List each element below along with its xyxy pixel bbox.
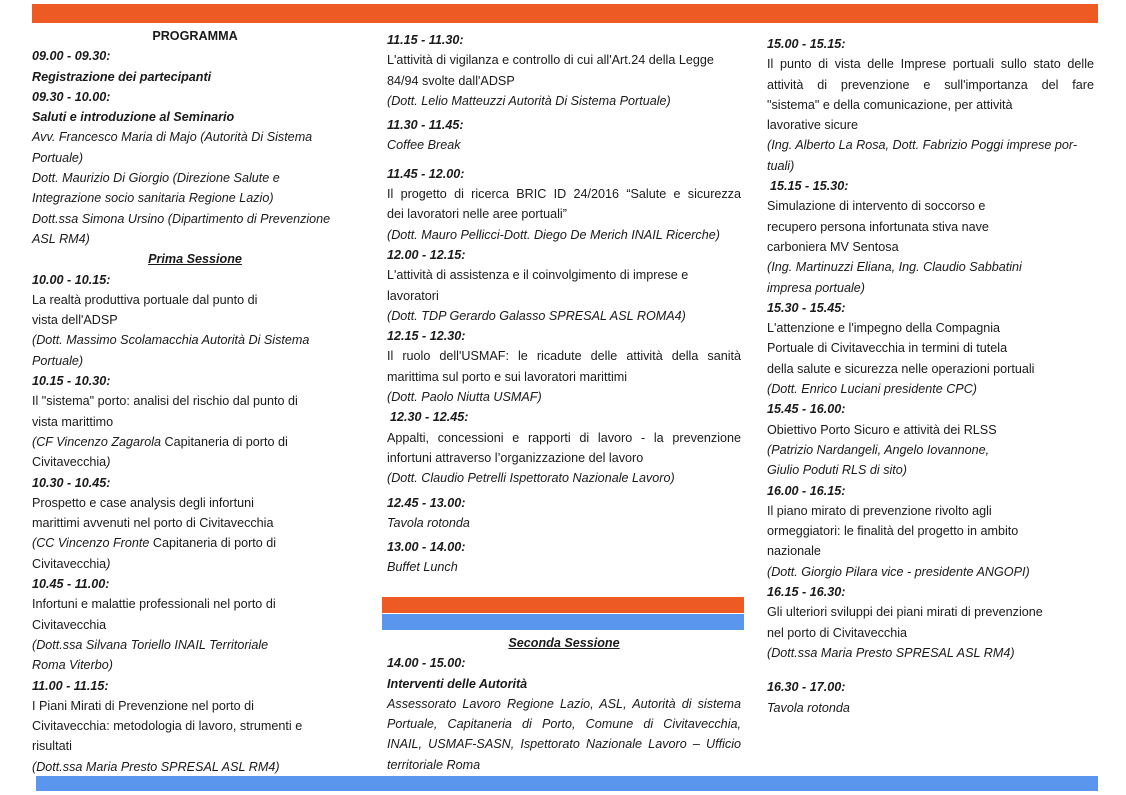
talk-title: dei lavoratori nelle aree portuali” bbox=[387, 207, 567, 222]
talk-title: Simulazione di intervento di soccorso e bbox=[767, 199, 986, 214]
talk-title: marittimi avvenuti nel porto di Civitavecchia bbox=[32, 516, 274, 531]
speaker: (Dott.ssa Maria Presto SPRESAL ASL RM4) bbox=[767, 645, 1015, 660]
speaker: Dott. Maurizio Di Giorgio (Direzione Salute e bbox=[32, 171, 280, 186]
talk-title: lavorative sicure bbox=[767, 118, 858, 133]
talk-title: Infortuni e malattie professionali nel porto di bbox=[32, 597, 276, 612]
speaker bbox=[32, 432, 358, 452]
time-slot: 15.00 - 15.15: bbox=[767, 37, 846, 51]
authorities-list: Portuale, Capitaneria di Porto, Comune di Civitavecchia, bbox=[387, 717, 741, 732]
speaker: (Dott. Claudio Petrelli Ispettorato Nazionale Lavoro) bbox=[387, 471, 675, 486]
talk-title: vista dell'ADSP bbox=[32, 313, 118, 328]
talk-title: Il ruolo dell'USMAF: le ricadute delle attività della sanità bbox=[387, 349, 741, 364]
time-slot: 10.00 - 10.15: bbox=[32, 272, 111, 287]
item-title: Saluti e introduzione al Seminario bbox=[32, 110, 235, 125]
program-column-2 bbox=[387, 30, 741, 578]
speaker: (Patrizio Nardangeli, Angelo Iovannone, bbox=[767, 442, 990, 457]
speaker: (Dott.ssa Maria Presto SPRESAL ASL RM4) bbox=[32, 759, 280, 774]
speaker: (Dott. Massimo Scolamacchia Autorità Di Sistema bbox=[32, 333, 310, 348]
session-heading: Prima Sessione bbox=[148, 252, 242, 267]
time-slot: 13.00 - 14.00: bbox=[387, 540, 466, 555]
talk-title: "sistema" e della comunicazione, per attività bbox=[767, 97, 1013, 112]
top-orange-band bbox=[32, 4, 1098, 23]
time-slot: 12.00 - 12.15: bbox=[387, 247, 466, 262]
talk-title: recupero persona infortunata stiva nave bbox=[767, 219, 989, 234]
speaker-org: Capitaneria di porto di bbox=[149, 536, 277, 551]
session-heading: Seconda Sessione bbox=[508, 636, 620, 650]
authorities-list: INAIL, USMAF-SASN, Ispettorato Nazionale Lavoro – Ufficio bbox=[387, 737, 741, 752]
talk-title: attività di prevenzione e sull'importanza del fare bbox=[767, 77, 1094, 92]
talk-title: ormeggiatori: le finalità del progetto in ambito bbox=[767, 524, 1019, 539]
item-title: Registrazione dei partecipanti bbox=[32, 69, 212, 84]
talk-title: marittima sul porto e sui lavoratori marittimi bbox=[387, 369, 628, 384]
authorities-list: territoriale Roma bbox=[387, 757, 481, 772]
time-slot: 10.30 - 10.45: bbox=[32, 475, 111, 490]
authorities-list: Assessorato Lavoro Regione Lazio, ASL, Autorità di sistema bbox=[387, 696, 741, 711]
speaker: Portuale) bbox=[32, 150, 84, 165]
speaker: (Dott. TDP Gerardo Galasso SPRESAL ASL ROMA4) bbox=[387, 308, 686, 323]
talk-title: nazionale bbox=[767, 544, 821, 559]
time-slot: 16.30 - 17.00: bbox=[767, 680, 846, 695]
time-slot: 12.30 - 12.45: bbox=[390, 410, 469, 425]
speaker: Portuale) bbox=[32, 353, 84, 368]
talk-title: vista marittimo bbox=[32, 414, 114, 429]
time-slot: 16.00 - 16.15: bbox=[767, 483, 846, 498]
speaker-name: (CF Vincenzo Zagarola bbox=[32, 434, 162, 449]
talk-title: Il punto di vista delle Imprese portuali sullo stato delle bbox=[767, 57, 1094, 72]
break-item: Tavola rotonda bbox=[767, 700, 850, 715]
speaker: Roma Viterbo) bbox=[32, 658, 113, 673]
speaker bbox=[32, 533, 358, 553]
talk-title: I Piani Mirati di Prevenzione nel porto di bbox=[32, 698, 254, 713]
talk-title: lavoratori bbox=[387, 288, 439, 303]
time-slot: 14.00 - 15.00: bbox=[387, 656, 466, 671]
break-item: Buffet Lunch bbox=[387, 560, 458, 575]
talk-title: nel porto di Civitavecchia bbox=[767, 625, 908, 640]
time-slot: 11.15 - 11.30: bbox=[387, 33, 464, 47]
speaker: Dott.ssa Simona Ursino (Dipartimento di Prevenzione bbox=[32, 211, 331, 226]
speaker bbox=[32, 452, 358, 472]
speaker bbox=[32, 554, 358, 574]
time-slot: 10.15 - 10.30: bbox=[32, 374, 111, 389]
talk-title: 84/94 svolte dall'ADSP bbox=[387, 73, 515, 88]
speaker: impresa portuale) bbox=[767, 280, 865, 295]
time-slot: 12.15 - 12.30: bbox=[387, 329, 466, 344]
closing-paren: ) bbox=[106, 556, 111, 571]
program-heading: PROGRAMMA bbox=[152, 29, 238, 43]
item-title: Interventi delle Autorità bbox=[387, 676, 528, 691]
time-slot: 10.45 - 11.00: bbox=[32, 577, 110, 592]
break-item: Tavola rotonda bbox=[387, 515, 470, 530]
speaker-org: Civitavecchia bbox=[32, 455, 107, 470]
speaker-name: (CC Vincenzo Fronte bbox=[32, 536, 150, 551]
talk-title: L'attività di vigilanza e controllo di cui all'Art.24 della Legge bbox=[387, 53, 714, 68]
speaker: Avv. Francesco Maria di Majo (Autorità Di Sistema bbox=[32, 130, 313, 145]
talk-title: Il "sistema" porto: analisi del rischio dal punto di bbox=[32, 394, 298, 409]
talk-title: Appalti, concessioni e rapporti di lavoro - la prevenzione bbox=[387, 430, 741, 445]
talk-title: Obiettivo Porto Sicuro e attività dei RLSS bbox=[767, 422, 997, 437]
speaker: (Dott.ssa Silvana Toriello INAIL Territoriale bbox=[32, 637, 269, 652]
talk-title: L'attenzione e l'impegno della Compagnia bbox=[767, 321, 1001, 336]
bottom-blue-band bbox=[36, 776, 1098, 791]
time-slot: 11.30 - 11.45: bbox=[387, 118, 464, 133]
speaker-org: Civitavecchia bbox=[32, 556, 107, 571]
second-session-block bbox=[387, 633, 741, 775]
closing-paren: ) bbox=[106, 455, 111, 470]
talk-title: La realtà produttiva portuale dal punto di bbox=[32, 292, 258, 307]
talk-title: Il piano mirato di prevenzione rivolto agli bbox=[767, 503, 992, 518]
speaker-org: Capitaneria di porto di bbox=[161, 434, 288, 449]
talk-title: risultati bbox=[32, 739, 72, 754]
talk-title: della salute e sicurezza nelle operazioni portuali bbox=[767, 361, 1035, 376]
time-slot: 15.15 - 15.30: bbox=[770, 179, 849, 194]
talk-title: infortuni attraverso l’organizzazione del lavoro bbox=[387, 450, 644, 465]
speaker: (Ing. Martinuzzi Eliana, Ing. Claudio Sabbatini bbox=[767, 260, 1022, 275]
time-slot: 09.00 - 09.30: bbox=[32, 49, 111, 64]
talk-title: Il progetto di ricerca BRIC ID 24/2016 “Salute e sicurezza bbox=[387, 187, 741, 202]
time-slot: 15.30 - 15.45: bbox=[767, 300, 846, 315]
speaker: (Dott. Lelio Matteuzzi Autorità Di Sistema Portuale) bbox=[387, 93, 671, 108]
time-slot: 11.45 - 12.00: bbox=[387, 166, 465, 181]
speaker: (Dott. Giorgio Pilara vice - presidente ANGOPI) bbox=[767, 564, 1030, 579]
time-slot: 09.30 - 10.00: bbox=[32, 89, 111, 104]
session-divider-orange bbox=[382, 597, 744, 613]
speaker: (Ing. Alberto La Rosa, Dott. Fabrizio Poggi imprese por- bbox=[767, 138, 1078, 153]
speaker: Giulio Poduti RLS di sito) bbox=[767, 463, 907, 478]
time-slot: 11.00 - 11.15: bbox=[32, 678, 109, 693]
speaker: (Dott. Mauro Pellicci-Dott. Diego De Merich INAIL Ricerche) bbox=[387, 227, 720, 242]
speaker: (Dott. Paolo Niutta USMAF) bbox=[387, 390, 542, 405]
program-column-1 bbox=[32, 26, 358, 777]
break-item: Coffee Break bbox=[387, 138, 461, 153]
talk-title: Gli ulteriori sviluppi dei piani mirati di prevenzione bbox=[767, 605, 1043, 620]
program-column-3 bbox=[767, 34, 1094, 718]
time-slot: 12.45 - 13.00: bbox=[387, 495, 466, 510]
time-slot: 15.45 - 16.00: bbox=[767, 402, 846, 417]
talk-title: L'attività di assistenza e il coinvolgimento di imprese e bbox=[387, 268, 689, 283]
session-divider-blue bbox=[382, 614, 744, 630]
talk-title: Portuale di Civitavecchia in termini di tutela bbox=[767, 341, 1008, 356]
speaker: tuali) bbox=[767, 158, 795, 173]
time-slot: 16.15 - 16.30: bbox=[767, 585, 846, 600]
talk-title: Prospetto e case analysis degli infortuni bbox=[32, 495, 254, 510]
speaker: Integrazione socio sanitaria Regione Lazio) bbox=[32, 191, 274, 206]
talk-title: Civitavecchia: metodologia di lavoro, strumenti e bbox=[32, 719, 303, 734]
talk-title: Civitavecchia bbox=[32, 617, 107, 632]
speaker: ASL RM4) bbox=[32, 231, 90, 246]
talk-title: carboniera MV Sentosa bbox=[767, 239, 899, 254]
speaker: (Dott. Enrico Luciani presidente CPC) bbox=[767, 382, 977, 397]
